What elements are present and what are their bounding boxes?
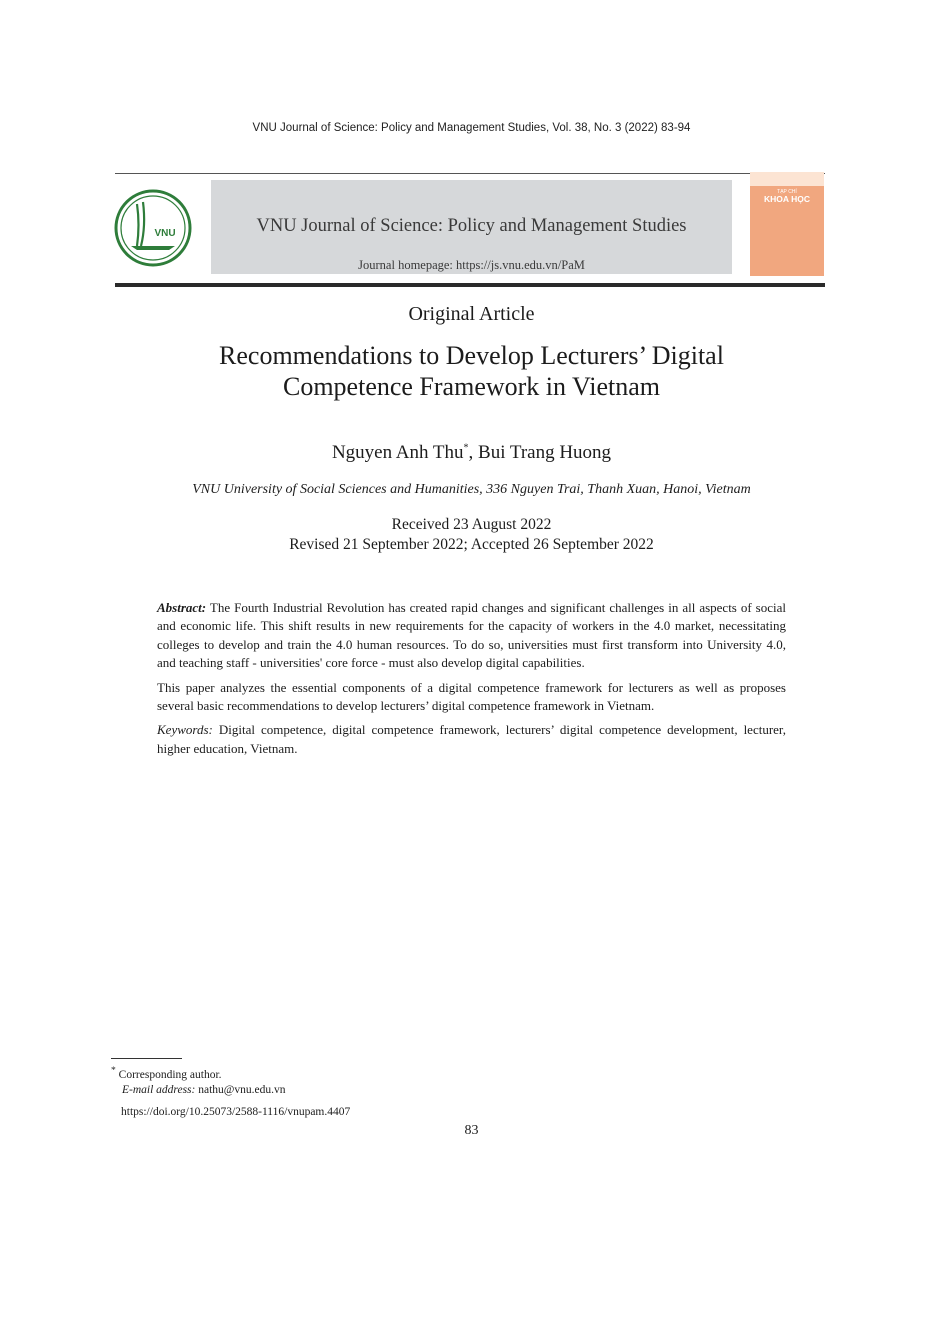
keywords-label: Keywords: bbox=[157, 722, 213, 738]
author-2: , Bui Trang Huong bbox=[468, 442, 612, 463]
footnote bbox=[111, 1063, 285, 1099]
journal-banner bbox=[211, 180, 732, 274]
cover-khoahoc: KHOA HỌC bbox=[764, 194, 810, 204]
header-bottom-rule bbox=[115, 283, 825, 287]
cover-top-band bbox=[750, 172, 824, 186]
footnote-marker: * bbox=[111, 1065, 116, 1076]
page-number: 83 bbox=[464, 1123, 479, 1138]
article-title bbox=[120, 340, 823, 402]
revised-accepted-dates: Revised 21 September 2022; Accepted 26 September 2022 bbox=[289, 536, 654, 553]
abstract-paragraph-1 bbox=[157, 599, 786, 673]
email-address: nathu@vnu.edu.vn bbox=[195, 1084, 286, 1097]
article-type: Original Article bbox=[408, 303, 535, 325]
vnu-logo bbox=[113, 188, 193, 268]
title-line-1: Recommendations to Develop Lecturers’ Digital bbox=[219, 341, 724, 370]
running-header: VNU Journal of Science: Policy and Management Studies, Vol. 38, No. 3 (2022) 83-94 bbox=[252, 122, 691, 134]
banner-title: VNU Journal of Science: Policy and Management Studies bbox=[256, 216, 687, 236]
abstract bbox=[157, 599, 786, 764]
doi-link[interactable]: https://doi.org/10.25073/2588-1116/vnupam.4407 bbox=[121, 1106, 351, 1118]
affiliation: VNU University of Social Sciences and Humanities, 336 Nguyen Trai, Thanh Xuan, Hanoi, Vietnam bbox=[192, 482, 751, 497]
keywords bbox=[157, 721, 786, 758]
author-1: Nguyen Anh Thu bbox=[331, 442, 464, 463]
email-line bbox=[111, 1083, 285, 1099]
cover-tapchi: TẠP CHÍ bbox=[777, 189, 797, 195]
corresponding-author-note bbox=[111, 1063, 285, 1083]
abstract-text-1: The Fourth Industrial Revolution has created rapid changes and significant challenges in all aspects of social and economic life. This shift results in new requirements for the capacity of workers in the 4.0 market, necessitating colleges to develop and train the 4.0 human resources. To do so, universities must first transform into University 4.0, and teaching staff - universities' core force - must also develop digital capabilities. bbox=[157, 600, 786, 671]
article-dates bbox=[0, 515, 943, 555]
logo-text: VNU bbox=[154, 228, 176, 239]
keywords-text: Digital competence, digital competence framework, lecturers’ digital competence development, lecturer, higher education, Vietnam. bbox=[157, 722, 786, 756]
header-top-rule bbox=[115, 173, 825, 174]
title-line-2: Competence Framework in Vietnam bbox=[282, 372, 661, 401]
abstract-label: Abstract: bbox=[157, 600, 207, 615]
journal-homepage: Journal homepage: https://js.vnu.edu.vn/PaM bbox=[358, 258, 585, 272]
abstract-paragraph-2: This paper analyzes the essential components of a digital competence framework for lecturers as well as proposes several basic recommendations to develop lecturers’ digital competence framework in Vietnam. bbox=[157, 679, 786, 714]
footnote-rule bbox=[111, 1058, 182, 1059]
authors bbox=[0, 442, 943, 464]
received-date: Received 23 August 2022 bbox=[391, 516, 552, 533]
corresponding-marker: * bbox=[463, 442, 469, 454]
email-label: E-mail address: bbox=[122, 1084, 196, 1097]
corresponding-author-text: Corresponding author. bbox=[115, 1068, 222, 1081]
journal-cover-thumbnail bbox=[750, 172, 824, 276]
